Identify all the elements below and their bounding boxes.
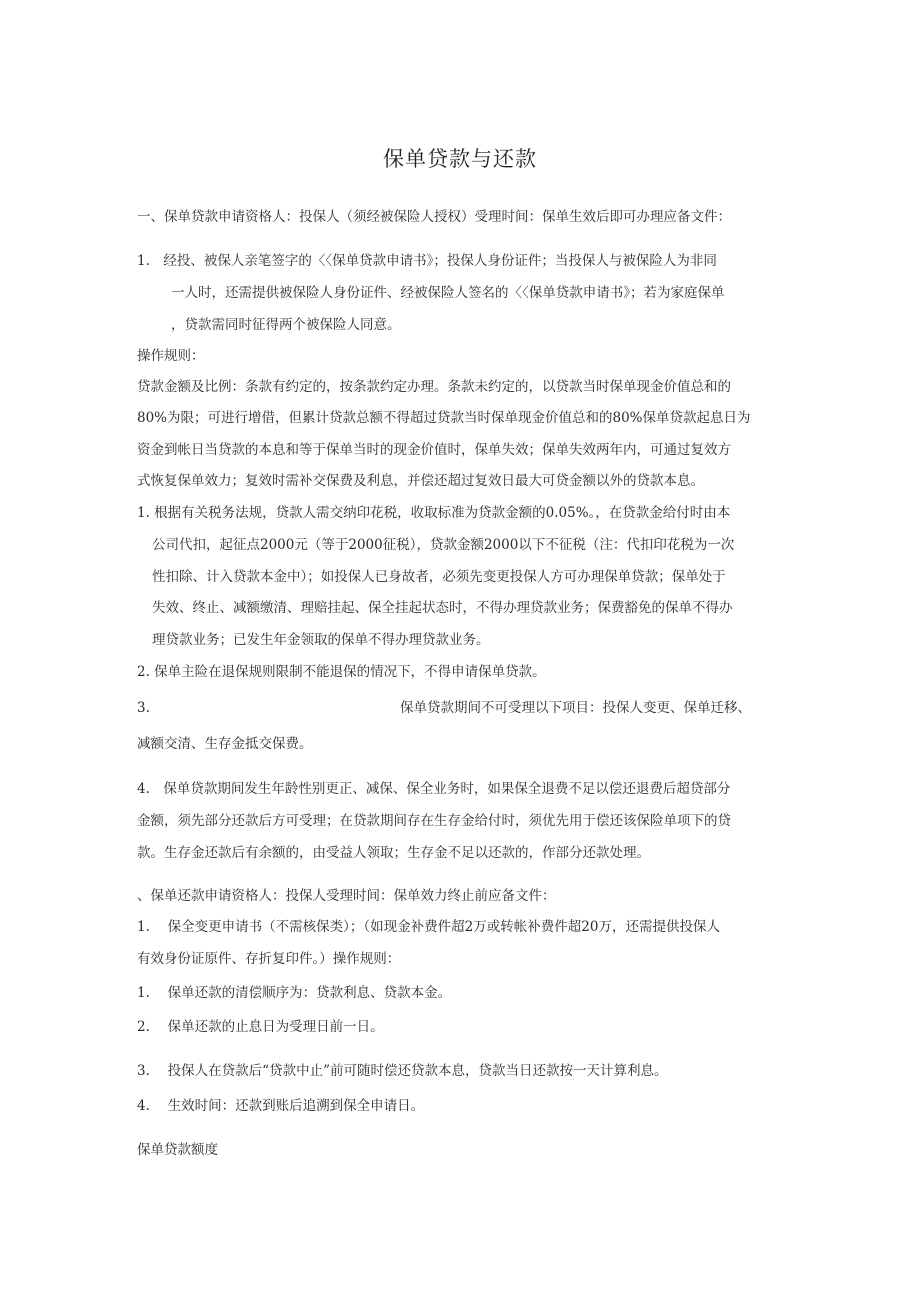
s1-item1-line3: ，贷款需同时征得两个被保险人同意。	[171, 317, 401, 333]
s2-item1-line2: 有效身份证原件、存折复印件。）操作规则：	[137, 951, 401, 967]
tax-line3: 性扣除、计入贷款本金中）；如投保人已身故者，必须先变更投保人方可办理保单贷款；保单处于	[152, 569, 726, 585]
item3-line1: 保单贷款期间不可受理以下项目：投保人变更、保单迁移、	[400, 700, 751, 716]
ratio-line4: 式恢复保单效力；复效时需补交保费及利息，并偿还超过复效日最大可贷金额以外的贷款本息。	[137, 473, 704, 489]
section2-header: 、保单还款申请资格人：投保人受理时间：保单效力终止前应备文件：	[137, 888, 556, 904]
item4-line1: 4. 保单贷款期间发生年龄性别更正、减保、保全业务时，如果保全退费不足以偿还退费后超贷部分	[137, 781, 731, 797]
item3-line2: 减额交清、生存金抵交保费。	[137, 736, 313, 752]
page-title: 保单贷款与还款	[383, 147, 537, 171]
repay-rule-1: 1. 保单还款的清偿顺序为：贷款利息、贷款本金。	[137, 985, 452, 1001]
tax-line4: 失效、终止、减额缴清、理赔挂起、保全挂起状态时，不得办理贷款业务；保费豁免的保单不得办	[152, 600, 733, 616]
repay-rule-4: 4. 生效时间：还款到账后追溯到保全申请日。	[137, 1098, 425, 1114]
repay-rule-2: 2. 保单还款的止息日为受理日前一日。	[137, 1019, 384, 1035]
tax-line5: 理贷款业务；已发生年金领取的保单不得办理贷款业务。	[152, 632, 490, 648]
item2: 2. 保单主险在退保规则限制不能退保的情况下，不得申请保单贷款。	[137, 664, 546, 680]
item4-line2: 金额，须先部分还款后方可受理；在贷款期间存在生存金给付时，须优先用于偿还该保险单项下的贷	[137, 813, 731, 829]
ratio-line1: 贷款金额及比例：条款有约定的，按条款约定办理。条款未约定的，以贷款当时保单现金价值总和的	[137, 379, 731, 395]
repay-rule-3: 3. 投保人在贷款后“贷款中止”前可随时偿还贷款本息，贷款当日还款按一天计算利息。	[137, 1063, 668, 1079]
s1-item1-line2: 一人时，还需提供被保险人身份证件、经被保险人签名的〈〈保单贷款申请书》；若为家庭保单	[171, 285, 725, 301]
s2-item1-line1: 1. 保全变更申请书（不需核保类）；（如现金补费件超2万或转帐补费件超20万，还需提供投保人	[137, 919, 720, 935]
tax-line2: 公司代扣，起征点2000元（等于2000征税），贷款金额2000以下不征税（注：代扣印花税为一次	[152, 537, 735, 553]
ratio-line2: 80%为限；可进行增借，但累计贷款总额不得超过贷款当时保单现金价值总和的80%保单贷款起息日为	[137, 410, 751, 426]
section1-header: 一、保单贷款申请资格人：投保人（须经被保险人授权）受理时间：保单生效后即可办理应备文件：	[137, 209, 731, 225]
tax-line1: 1. 根据有关税务法规，贷款人需交纳印花税，收取标准为贷款金额的0.05%。，在贷款金给付时由本	[137, 505, 731, 521]
ratio-line3: 资金到帐日当贷款的本息和等于保单当时的现金价值时，保单失效；保单失效两年内，可通过复效方	[137, 442, 731, 458]
footer-heading: 保单贷款额度	[137, 1142, 218, 1158]
item4-line3: 款。生存金还款后有余额的，由受益人领取；生存金不足以还款的，作部分还款处理。	[137, 845, 650, 861]
s1-item1-line1: 1. 经投、被保人亲笔签字的〈〈保单贷款申请书》；投保人身份证件；当投保人与被保险人为非同	[137, 253, 717, 269]
rules-label: 操作规则：	[137, 348, 205, 364]
item3-number: 3.	[137, 700, 150, 716]
